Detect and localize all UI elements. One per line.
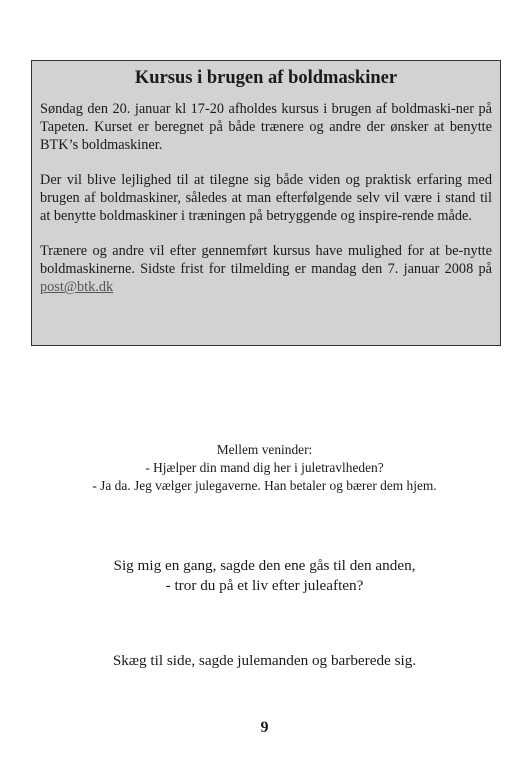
joke-friends-line: - Ja da. Jeg vælger julegaverne. Han betaler og bærer dem hjem.: [92, 478, 437, 493]
notice-paragraph-3-text: Trænere og andre vil efter gennemført kursus have mulighed for at be-nytte boldmaskinerne. Sidste frist for tilmelding er mandag den 7. januar 2008 på: [40, 243, 492, 277]
notice-paragraph-1: Søndag den 20. januar kl 17-20 afholdes kursus i brugen af boldmaski-ner på Tapeten. Kurset er beregnet på både trænere og andre der ønsker at benytte BTK’s boldmaskiner.: [40, 101, 492, 153]
notice-paragraph-2: Der vil blive lejlighed til at tilegne sig både viden og praktisk erfaring med brugen af boldmaskiner, således at man efterfølgende selv vil være i stand til at benytte boldmaskiner i træningen på betryggende og inspire-rende måde.: [40, 172, 492, 224]
joke-santa: Skæg til side, sagde julemanden og barberede sig.: [112, 652, 417, 669]
notice-paragraph-3: [40, 242, 492, 296]
notice-title: Kursus i brugen af boldmaskiner: [134, 68, 398, 88]
joke-geese-line: - tror du på et liv efter juleaften?: [165, 577, 364, 594]
joke-friends-line: Mellem veninder:: [216, 442, 313, 457]
page-number: 9: [260, 719, 269, 736]
email-link[interactable]: post@btk.dk: [40, 279, 114, 295]
joke-friends-line: - Hjælper din mand dig her i juletravlheden?: [145, 460, 384, 475]
joke-geese: [0, 556, 529, 596]
joke-friends: [0, 441, 529, 495]
notice-box: [31, 60, 501, 346]
joke-geese-line: Sig mig en gang, sagde den ene gås til den anden,: [113, 557, 416, 574]
